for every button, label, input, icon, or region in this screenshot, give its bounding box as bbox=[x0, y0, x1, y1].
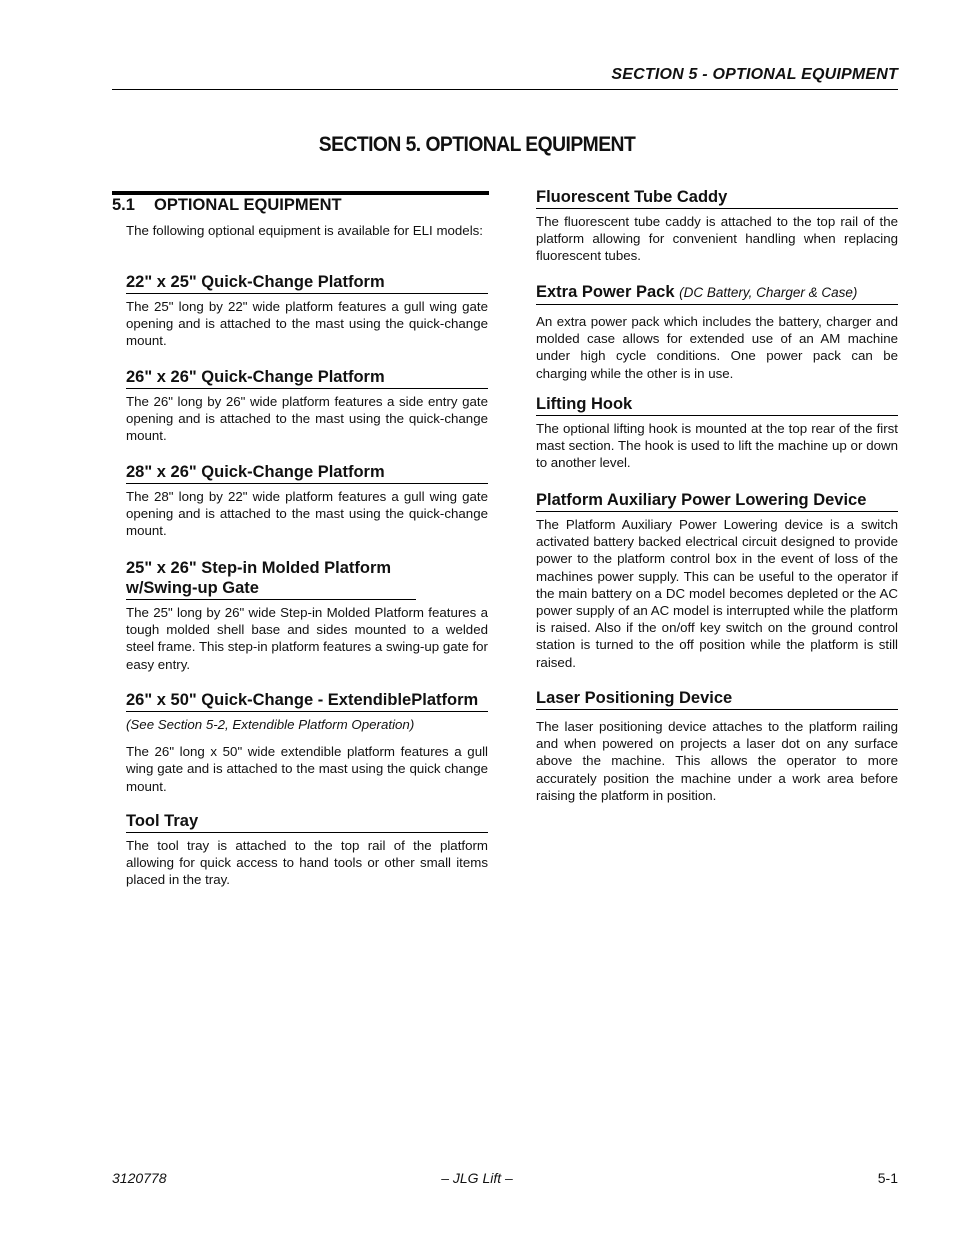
item-heading: 22" x 25" Quick-Change Platform bbox=[126, 272, 488, 294]
item-body: The 25" long by 26" wide Step-in Molded Platform features a tough molded shell base and sides mounted to a welded steel frame. This step-in platform features a swing-up gate for easy entry. bbox=[126, 605, 488, 672]
item-body: The tool tray is attached to the top rail of the platform allowing for quick access to hand tools or other small items placed in the tray. bbox=[126, 838, 488, 888]
item-heading: Laser Positioning Device bbox=[536, 688, 898, 710]
footer-page-number: 5-1 bbox=[877, 1170, 898, 1186]
item-heading: 26" x 50" Quick-Change - ExtendiblePlatform bbox=[126, 690, 488, 712]
item-laser-positioning-device bbox=[536, 688, 898, 804]
item-heading: Tool Tray bbox=[126, 811, 488, 833]
intro-text: The following optional equipment is available for ELI models: bbox=[126, 223, 484, 238]
header-rule bbox=[112, 89, 898, 90]
item-body: The optional lifting hook is mounted at the top rear of the first mast section. The hook is used to lift the machine up or down to another level. bbox=[536, 421, 898, 471]
page-title: SECTION 5. OPTIONAL EQUIPMENT bbox=[318, 133, 636, 156]
footer-doc-number: 3120778 bbox=[112, 1170, 167, 1186]
item-body: The 26" long by 26" wide platform features a side entry gate opening and is attached to the mast using the quick-change mount. bbox=[126, 394, 488, 444]
item-body: The laser positioning device attaches to the platform railing and when powered on projects a laser dot on any surface above the machine. This allows the operator to more accurately position the machine under a work area before raising the platform in position. bbox=[536, 719, 898, 803]
item-body: The 26" long x 50" wide extendible platform features a gull wing gate and is attached to the mast using the quick change mount. bbox=[126, 744, 488, 794]
item-step-in-molded-platform bbox=[126, 558, 488, 673]
item-extra-power-pack bbox=[536, 282, 898, 382]
item-26x26-platform bbox=[126, 367, 488, 445]
footer-brand: – JLG Lift – bbox=[441, 1170, 513, 1186]
section-heading bbox=[112, 196, 342, 215]
section-intro bbox=[126, 222, 488, 239]
item-heading-text: Extra Power Pack bbox=[536, 283, 675, 301]
item-heading: Lifting Hook bbox=[536, 394, 898, 416]
item-extendible-platform bbox=[126, 690, 488, 795]
item-heading: 28" x 26" Quick-Change Platform bbox=[126, 462, 488, 484]
item-22x25-platform bbox=[126, 272, 488, 350]
item-fluorescent-tube-caddy bbox=[536, 187, 898, 265]
item-lifting-hook bbox=[536, 394, 898, 472]
running-header: SECTION 5 - OPTIONAL EQUIPMENT bbox=[611, 66, 898, 83]
item-heading: 25" x 26" Step-in Molded Platform w/Swing-up Gate bbox=[126, 558, 416, 600]
item-body: The fluorescent tube caddy is attached to the top rail of the platform allowing for convenient handling when replacing fluorescent tubes. bbox=[536, 214, 898, 264]
item-body: The 25" long by 22" wide platform features a gull wing gate opening and is attached to the mast using the quick-change mount. bbox=[126, 299, 488, 349]
item-body: The 28" long by 22" wide platform features a gull wing gate opening and is attached to the mast using the quick-change mount. bbox=[126, 489, 488, 539]
section-heading-text: OPTIONAL EQUIPMENT bbox=[154, 196, 342, 214]
item-heading bbox=[536, 282, 898, 305]
section-number: 5.1 bbox=[112, 196, 135, 214]
item-heading: Fluorescent Tube Caddy bbox=[536, 187, 898, 209]
item-note: (See Section 5-2, Extendible Platform Operation) bbox=[126, 717, 415, 732]
item-28x26-platform bbox=[126, 462, 488, 540]
section-rule bbox=[112, 191, 489, 195]
item-auxiliary-power-lowering bbox=[536, 490, 898, 671]
item-body: An extra power pack which includes the battery, charger and molded case allows for extended use of an AM machine under high cycle conditions. One power pack can be charging while the other is in use. bbox=[536, 314, 898, 381]
item-heading: Platform Auxiliary Power Lowering Device bbox=[536, 490, 898, 512]
item-heading: 26" x 26" Quick-Change Platform bbox=[126, 367, 488, 389]
item-subheading: (DC Battery, Charger & Case) bbox=[679, 285, 858, 300]
item-tool-tray bbox=[126, 811, 488, 889]
item-body: The Platform Auxiliary Power Lowering device is a switch activated battery backed electrical circuit designed to provide power to the platform control box in the event of loss of the machines power supply. This can be useful to the operator if the main battery on a DC model becomes depleted or the AC power supply of an AC model is interrupted while the platform is raised. Also if the on/off key switch on the ground control station is turned to the off position while the platform is still raised. bbox=[536, 517, 898, 670]
